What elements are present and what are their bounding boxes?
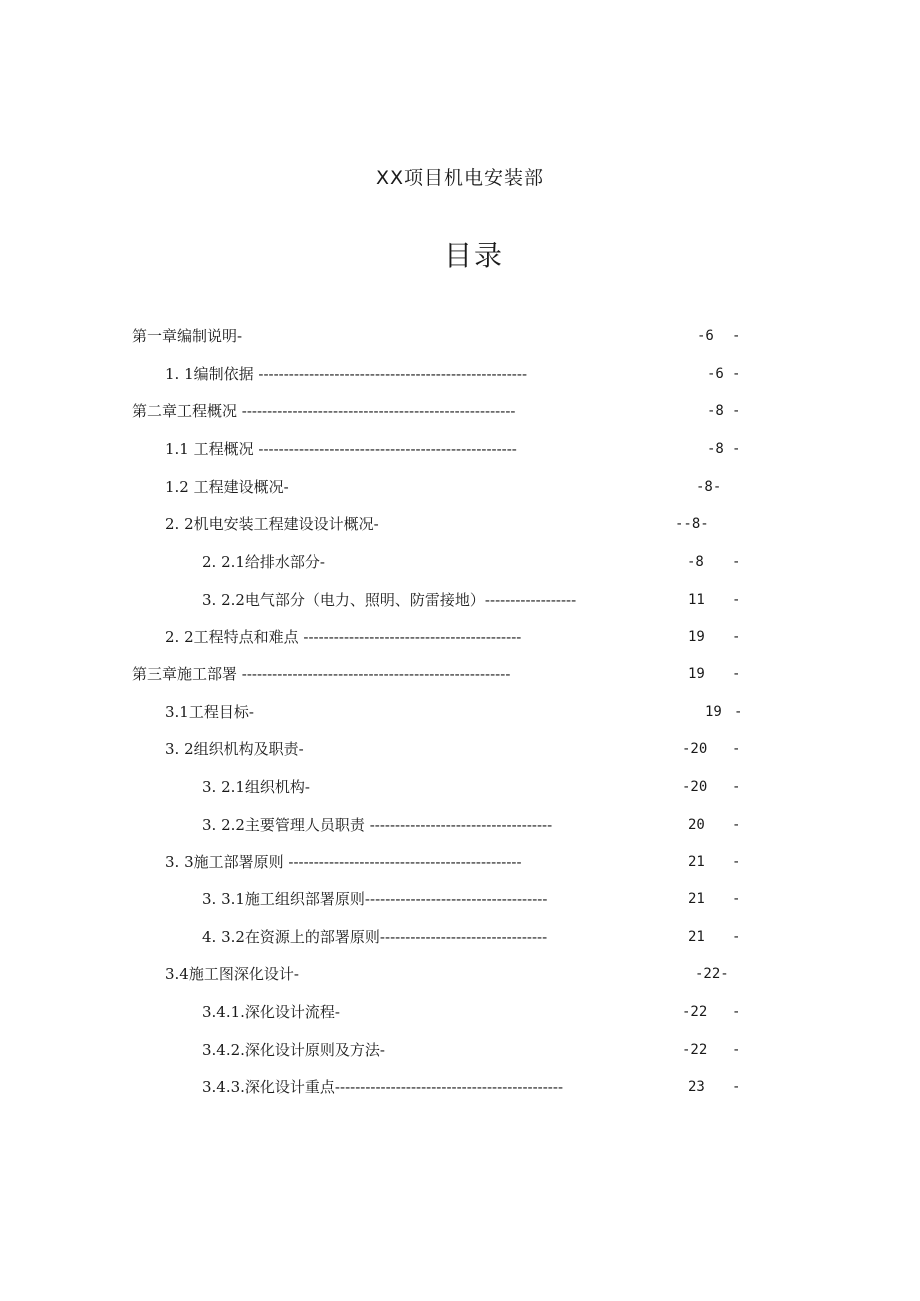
toc-entry-page: -8	[687, 554, 704, 570]
toc-entry[interactable]	[165, 438, 742, 460]
toc-entry-title: 2. 2.1给排水部分-	[202, 553, 326, 571]
toc-entry-title: 3.4.3.深化设计重点---------------------------------------------	[202, 1078, 564, 1096]
toc-entry-page: -22	[682, 1042, 708, 1058]
toc-entry[interactable]	[132, 663, 742, 685]
toc-entry-page: -8	[707, 403, 724, 419]
toc-entry[interactable]	[202, 551, 742, 573]
toc-entry[interactable]	[202, 589, 742, 611]
toc-entry-tail: -	[732, 929, 741, 945]
toc-entry[interactable]	[165, 626, 742, 648]
toc-entry[interactable]	[132, 400, 742, 422]
toc-entry-page: 21	[688, 891, 705, 907]
toc-entry[interactable]	[165, 701, 742, 723]
toc-entry[interactable]	[132, 325, 742, 347]
toc-entry-title: 4. 3.2在资源上的部署原则---------------------------------	[202, 928, 548, 946]
toc-entry-tail: -	[732, 629, 741, 645]
toc-entry-title: 1. 1编制依据 -----------------------------------------------------	[165, 365, 528, 383]
toc-entry[interactable]	[202, 1076, 742, 1098]
toc-entry[interactable]	[165, 363, 742, 385]
toc-entry-title: 3. 2.2电气部分（电力、照明、防雷接地）------------------	[202, 591, 577, 609]
toc-entry-page: --8-	[675, 516, 709, 532]
toc-entry[interactable]	[202, 888, 742, 910]
toc-entry-tail: -	[732, 441, 741, 457]
toc-entry-title: 3.4.2.深化设计原则及方法-	[202, 1041, 386, 1059]
toc-entry-title: 3.4施工图深化设计-	[165, 965, 299, 983]
toc-entry-page: -6	[697, 328, 714, 344]
toc-entry-title: 2. 2工程特点和难点 -------------------------------------------	[165, 628, 522, 646]
toc-entry-page: -8-	[696, 479, 722, 495]
toc-entry-tail: -	[732, 366, 741, 382]
toc-entry-page: 20	[688, 817, 705, 833]
toc-entry-title: 第三章施工部署 -----------------------------------------------------	[132, 665, 511, 683]
toc-entry-page: 21	[688, 854, 705, 870]
toc-entry-page: -6	[707, 366, 724, 382]
toc-entry-tail: -	[732, 891, 741, 907]
toc-entry-tail: -	[732, 1004, 741, 1020]
toc-entry[interactable]	[202, 1039, 742, 1061]
toc-entry-title: 3.1工程目标-	[165, 703, 254, 721]
toc-entry-title: 3. 2组织机构及职责-	[165, 740, 304, 758]
toc-entry-tail: -	[732, 666, 741, 682]
toc-entry-tail: -	[732, 854, 741, 870]
toc-entry-page: 19	[688, 666, 705, 682]
toc-entry-tail: -	[732, 592, 741, 608]
toc-entry-tail: -	[732, 817, 741, 833]
toc-entry-page: -22-	[695, 966, 729, 982]
toc-entry[interactable]	[165, 963, 742, 985]
toc-entry-tail: -	[732, 554, 741, 570]
toc-entry-tail: -	[734, 704, 743, 720]
toc-entry-tail: -	[732, 328, 741, 344]
toc-entry-tail: -	[732, 741, 741, 757]
toc-entry[interactable]	[202, 814, 742, 836]
toc-entry-title: 3. 2.2主要管理人员职责 ------------------------------------	[202, 816, 553, 834]
toc-entry-page: -22	[682, 1004, 708, 1020]
toc-entry[interactable]	[165, 476, 742, 498]
toc-entry-title: 1.1 工程概况 ---------------------------------------------------	[165, 440, 517, 458]
toc-entry-title: 3. 3施工部署原则 ----------------------------------------------	[165, 853, 522, 871]
toc-entry-tail: -	[732, 1079, 741, 1095]
toc-entry[interactable]	[202, 926, 742, 948]
toc-entry-title: 1.2 工程建设概况-	[165, 478, 289, 496]
toc-entry-page: 21	[688, 929, 705, 945]
company-name: XX项目机电安装部	[375, 167, 545, 189]
toc-entry-title: 3. 2.1组织机构-	[202, 778, 311, 796]
toc-entry[interactable]	[165, 513, 742, 535]
toc-entry-title: 第二章工程概况 ------------------------------------------------------	[132, 402, 516, 420]
toc-entry-tail: -	[732, 403, 741, 419]
toc-entry-page: 11	[688, 592, 705, 608]
toc-entry-page: 19	[705, 704, 722, 720]
toc-entry-page: 23	[688, 1079, 705, 1095]
toc-entry[interactable]	[202, 1001, 742, 1023]
toc-entry-title: 2. 2机电安装工程建设设计概况-	[165, 515, 379, 533]
toc-entry-page: -20	[682, 741, 708, 757]
toc-entry[interactable]	[202, 776, 742, 798]
toc-entry-page: 19	[688, 629, 705, 645]
page-title: 目录	[443, 239, 504, 272]
toc-entry[interactable]	[165, 738, 742, 760]
toc-entry-page: -20	[682, 779, 708, 795]
toc-entry-title: 第一章编制说明-	[132, 327, 243, 345]
toc-entry-tail: -	[732, 1042, 741, 1058]
toc-entry-title: 3. 3.1施工组织部署原则------------------------------------	[202, 890, 548, 908]
toc-entry-title: 3.4.1.深化设计流程-	[202, 1003, 341, 1021]
toc-entry-page: -8	[707, 441, 724, 457]
toc-entry[interactable]	[165, 851, 742, 873]
toc-entry-tail: -	[732, 779, 741, 795]
